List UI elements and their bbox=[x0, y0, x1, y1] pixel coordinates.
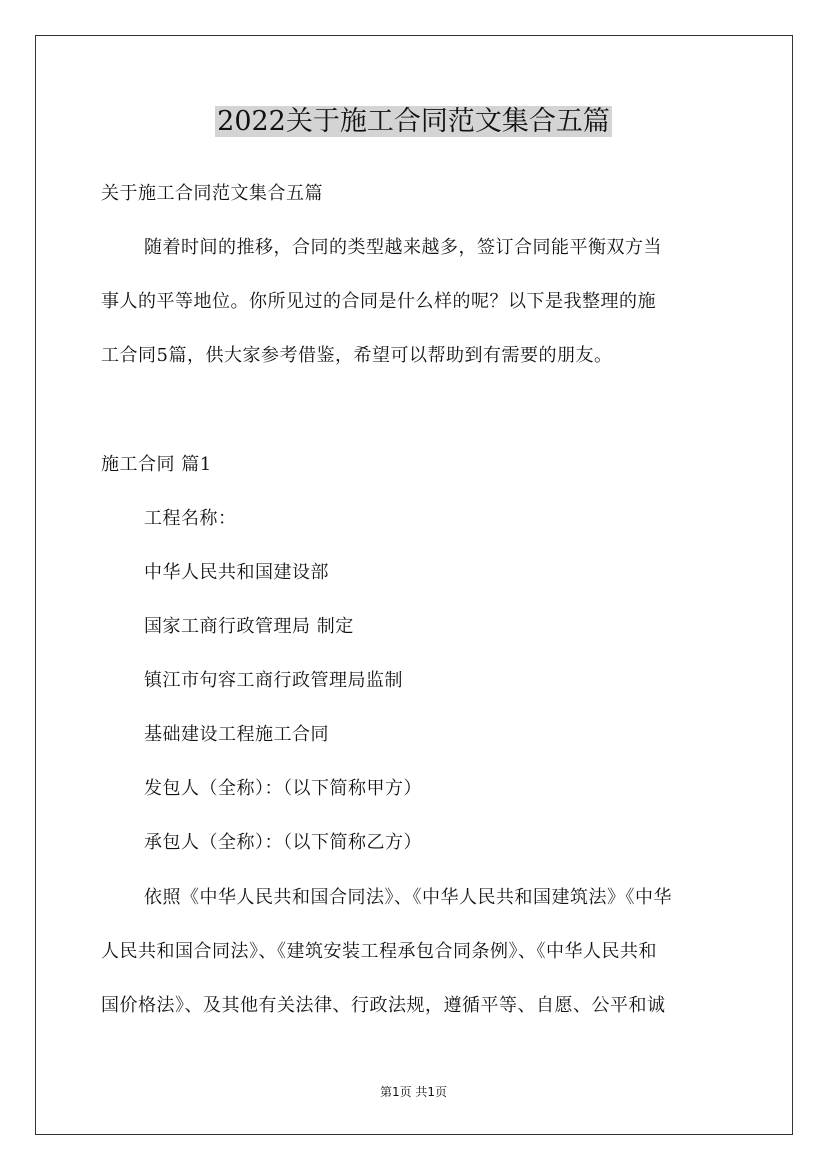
contract-line-bureau: 国家工商行政管理局 制定 bbox=[144, 616, 354, 637]
section-heading: 施工合同 篇1 bbox=[101, 454, 212, 475]
document-subtitle: 关于施工合同范文集合五篇 bbox=[101, 183, 323, 204]
contract-line-employer: 发包人（全称）：（以下简称甲方） bbox=[144, 778, 422, 799]
intro-line-1: 随着时间的推移，合同的类型越来越多，签订合同能平衡双方当 bbox=[144, 237, 662, 258]
contract-line-contract-title: 基础建设工程施工合同 bbox=[144, 724, 329, 745]
contract-line-contractor: 承包人（全称）：（以下简称乙方） bbox=[144, 832, 422, 853]
document-title-text: 2022关于施工合同范文集合五篇 bbox=[217, 106, 610, 137]
contract-line-ministry: 中华人民共和国建设部 bbox=[144, 562, 329, 583]
page-footer: 第1页 共1页 bbox=[379, 1085, 448, 1099]
body-line-3: 国价格法》、及其他有关法律、行政法规，遵循平等、自愿、公平和诚 bbox=[101, 995, 666, 1016]
contract-line-supervisor: 镇江市句容工商行政管理局监制 bbox=[144, 670, 403, 691]
contract-line-project-name: 工程名称： bbox=[144, 508, 237, 529]
intro-line-3: 工合同5篇，供大家参考借鉴，希望可以帮助到有需要的朋友。 bbox=[101, 345, 613, 366]
intro-line-2: 事人的平等地位。你所见过的合同是什么样的呢？以下是我整理的施 bbox=[101, 291, 656, 312]
body-line-1: 依照《中华人民共和国合同法》、《中华人民共和国建筑法》《中华 bbox=[144, 887, 672, 908]
body-line-2: 人民共和国合同法》、《建筑安装工程承包合同条例》、《中华人民共和 bbox=[101, 941, 657, 962]
document-title bbox=[0, 100, 827, 144]
